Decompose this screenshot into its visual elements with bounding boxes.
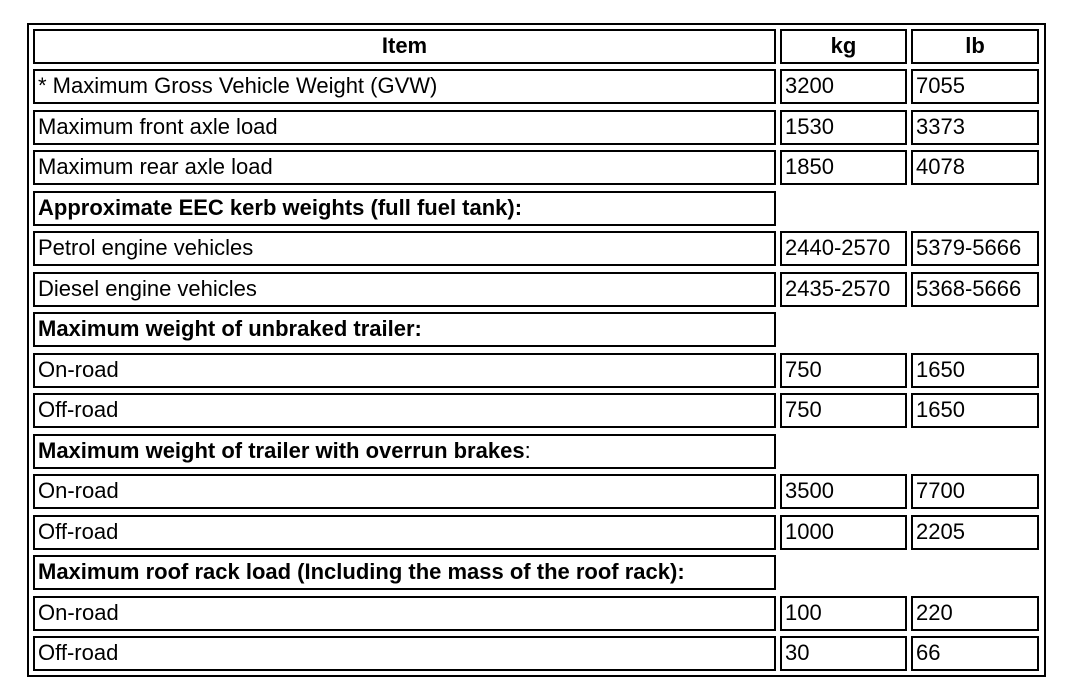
kg-cell: 2435-2570 [780,272,907,307]
header-item: Item [33,29,776,64]
lb-cell: 3373 [911,110,1039,145]
item-cell: * Maximum Gross Vehicle Weight (GVW) [33,69,776,104]
kg-cell: 750 [780,353,907,388]
section-heading-text: Approximate EEC kerb weights (full fuel tank): [38,195,523,220]
lb-cell: 5368-5666 [911,272,1039,307]
item-cell: Off-road [33,636,776,671]
item-cell: Off-road [33,393,776,428]
kg-cell: 100 [780,596,907,631]
item-cell: On-road [33,474,776,509]
item-cell: Off-road [33,515,776,550]
item-cell: On-road [33,353,776,388]
item-cell: Petrol engine vehicles [33,231,776,266]
header-kg: kg [780,29,907,64]
lb-cell: 7700 [911,474,1039,509]
kg-cell: 1000 [780,515,907,550]
lb-cell: 1650 [911,353,1039,388]
section-heading [33,312,776,347]
kg-cell: 2440-2570 [780,231,907,266]
item-cell: On-road [33,596,776,631]
kg-cell: 3200 [780,69,907,104]
section-heading-text: Maximum weight of unbraked trailer: [38,316,422,341]
lb-cell: 7055 [911,69,1039,104]
lb-cell: 66 [911,636,1039,671]
item-cell: Maximum rear axle load [33,150,776,185]
kg-cell: 1850 [780,150,907,185]
kg-cell: 750 [780,393,907,428]
item-cell: Diesel engine vehicles [33,272,776,307]
lb-cell: 1650 [911,393,1039,428]
section-heading [33,191,776,226]
header-lb: lb [911,29,1039,64]
section-heading [33,434,776,469]
lb-cell: 5379-5666 [911,231,1039,266]
kg-cell: 3500 [780,474,907,509]
kg-cell: 30 [780,636,907,671]
lb-cell: 220 [911,596,1039,631]
section-heading-suffix: : [524,438,531,463]
kg-cell: 1530 [780,110,907,145]
item-cell: Maximum front axle load [33,110,776,145]
section-heading [33,555,776,590]
section-heading-text: Maximum weight of trailer with overrun brakes [38,438,525,463]
lb-cell: 2205 [911,515,1039,550]
lb-cell: 4078 [911,150,1039,185]
section-heading-text: Maximum roof rack load (Including the mass of the roof rack): [38,559,685,584]
